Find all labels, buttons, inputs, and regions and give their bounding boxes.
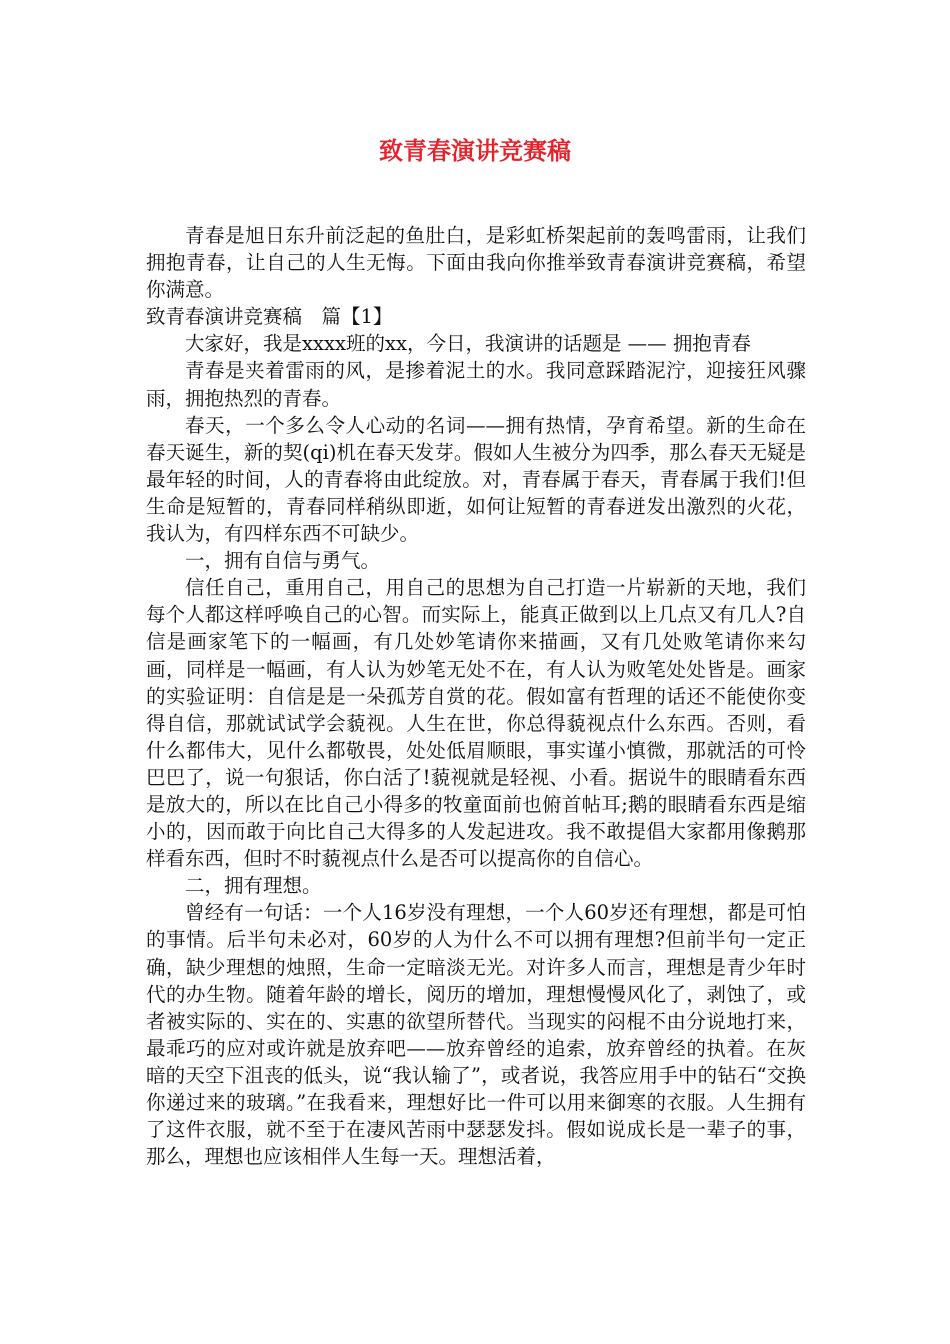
document-body xyxy=(146,222,806,1170)
paragraph: 二，拥有理想。 xyxy=(185,874,322,898)
paragraph: 青春是夹着雷雨的风，是掺着泥土的水。我同意踩踏泥泞，迎接狂风骤雨，拥抱热烈的青春。 xyxy=(146,359,806,410)
paragraph: 春天，一个多么令人心动的名词——拥有热情，孕育希望。新的生命在春天诞生，新的契(qi)机在春天发芽。假如人生被分为四季，那么春天无疑是最年轻的时间，人的青春将由此绽放。对，青春属于春天，青春属于我们!但生命是短暂的，青春同样稍纵即逝，如何让短暂的青春迸发出激烈的火花，我认为，有四样东西不可缺少。 xyxy=(146,413,806,546)
paragraph: 大家好，我是xxxx班的xx，今日，我演讲的话题是 —— 拥抱青春 xyxy=(185,332,751,356)
paragraph: 致青春演讲竞赛稿 篇【1】 xyxy=(146,305,393,329)
paragraph: 一，拥有自信与勇气。 xyxy=(185,549,381,573)
document-title: 致青春演讲竞赛稿 xyxy=(379,137,571,165)
paragraph: 信任自己，重用自己，用自己的思想为自己打造一片崭新的天地，我们每个人都这样呼唤自己的心智。而实际上，能真正做到以上几点又有几人?自信是画家笔下的一幅画，有几处妙笔请你来描画，又有几处败笔请你来勾画，同样是一幅画，有人认为妙笔无处不在，有人认为败笔处处皆是。画家的实验证明：自信是是一朵孤芳自赏的花。假如富有哲理的话还不能使你变得自信，那就试试学会藐视。人生在世，你总得藐视点什么东西。否则，看什么都伟大，见什么都敬畏，处处低眉顺眼，事实谨小慎微，那就活的可怜巴巴了，说一句狠话，你白活了!藐视就是轻视、小看。据说牛的眼睛看东西是放大的，所以在比自己小得多的牧童面前也俯首帖耳;鹅的眼睛看东西是缩小的，因而敢于向比自己大得多的人发起进攻。我不敢提倡大家都用像鹅那样看东西，但时不时藐视点什么是否可以提高你的自信心。 xyxy=(146,576,806,871)
paragraph: 曾经有一句话：一个人16岁没有理想，一个人60岁还有理想，都是可怕的事情。后半句未必对，60岁的人为什么不可以拥有理想?但前半句一定正确，缺少理想的烛照，生命一定暗淡无光。对许多人而言，理想是青少年时代的办生物。随着年龄的增长，阅历的增加，理想慢慢风化了，剥蚀了，或者被实际的、实在的、实惠的欲望所替代。当现实的闷棍不由分说地打来，最乖巧的应对或许就是放弃吧——放弃曾经的追索，放弃曾经的执着。在灰暗的天空下沮丧的低头，说“我认输了”，或者说，我答应用手中的钻石“交换你递过来的玻璃。”在我看来，理想好比一件可以用来御寒的衣服。人生拥有了这件衣服，就不至于在凄风苦雨中瑟瑟发抖。假如说成长是一辈子的事，那么，理想也应该相伴人生每一天。理想活着， xyxy=(146,901,806,1169)
paragraph: 青春是旭日东升前泛起的鱼肚白，是彩虹桥架起前的轰鸣雷雨，让我们拥抱青春，让自己的人生无悔。下面由我向你推举致青春演讲竞赛稿，希望你满意。 xyxy=(146,224,806,302)
